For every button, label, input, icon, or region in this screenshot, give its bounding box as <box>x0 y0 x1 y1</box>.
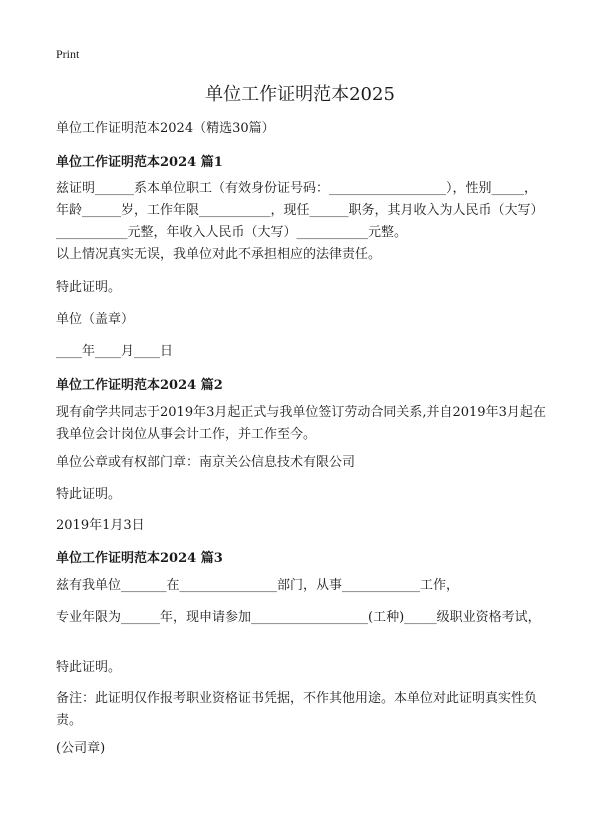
section-2-paragraph-3: 特此证明。 <box>56 487 122 502</box>
page-title: 单位工作证明范本2025 <box>205 84 395 105</box>
section-3-heading: 单位工作证明范本2024 篇3 <box>56 551 223 566</box>
print-link[interactable]: Print <box>56 47 80 61</box>
section-3-note: 备注：此证明仅作报考职业资格证书凭据，不作其他用途。本单位对此证明真实性负责。 <box>56 691 538 728</box>
section-1-paragraph-3: 特此证明。 <box>56 280 122 295</box>
section-1-paragraph-4: 单位（盖章） <box>56 312 135 327</box>
section-1-paragraph-2: 以上情况真实无误，我单位对此不承担相应的法律责任。 <box>56 247 382 262</box>
section-1-heading: 单位工作证明范本2024 篇1 <box>56 155 223 170</box>
section-3-paragraph-2: 专业年限为______年，现申请参加__________________(工种)_____级职业资格考试， <box>56 610 541 625</box>
section-1-paragraph-1: 兹证明______系本单位职工（有效身份证号码：__________________），性别_____，年龄______岁，工作年限___________，现任______职务，其月收入为人民币（大写）___________元整，年收入人民币（大写）___________元整。 <box>56 181 544 240</box>
subtitle: 单位工作证明范本2024（精选30篇） <box>56 121 275 136</box>
section-2-date: 2019年1月3日 <box>56 518 145 533</box>
section-2-paragraph-2: 单位公章或有权部门章：南京关公信息技术有限公司 <box>56 455 356 470</box>
section-3-company-seal: (公司章) <box>56 741 106 756</box>
section-3-paragraph-3: 特此证明。 <box>56 660 122 675</box>
section-1-date-line: ____年____月____日 <box>56 344 174 359</box>
section-3-paragraph-1: 兹有我单位_______在_______________部门，从事____________工作， <box>56 578 460 593</box>
section-2-heading: 单位工作证明范本2024 篇2 <box>56 378 223 393</box>
section-2-paragraph-1: 现有俞学共同志于2019年3月起正式与我单位签订劳动合同关系,并自2019年3月起在我单位会计岗位从事会计工作，并工作至今。 <box>56 405 546 442</box>
